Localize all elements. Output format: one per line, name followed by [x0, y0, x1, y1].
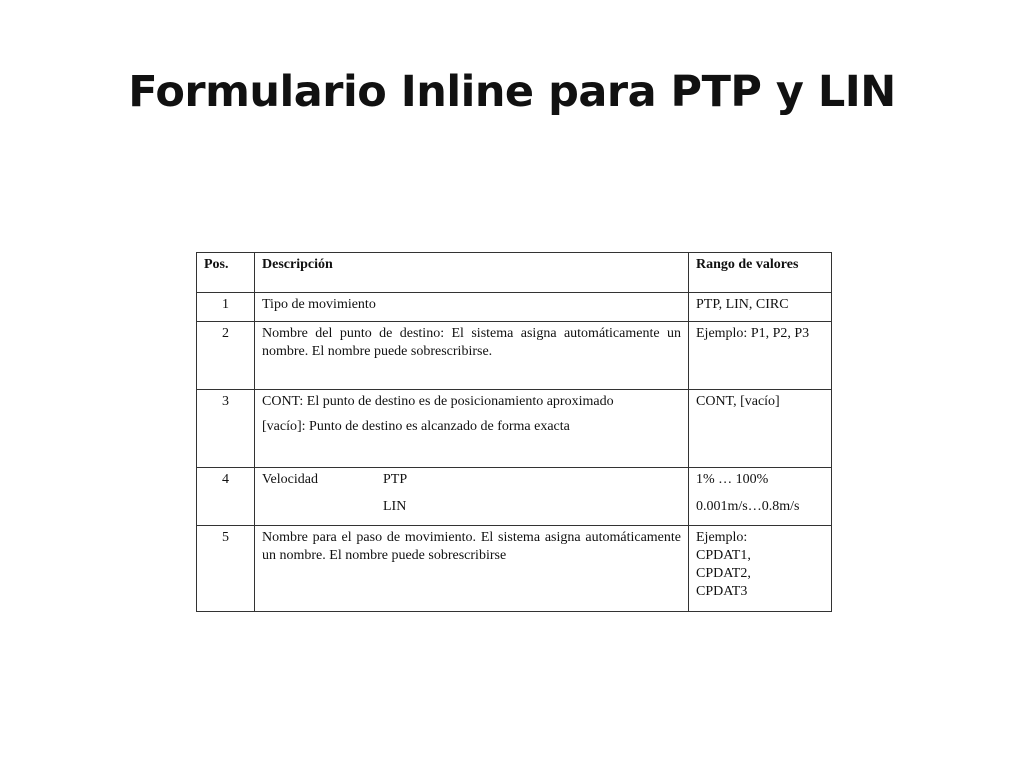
table-row: [197, 468, 832, 526]
row-description: Tipo de movimiento: [255, 293, 689, 322]
row-description: Velocidad: [262, 472, 318, 487]
row-range-cell: [689, 468, 832, 526]
table-header-row: [197, 253, 832, 293]
row-pos: 5: [197, 526, 255, 612]
speed-mode-ptp: PTP: [383, 472, 408, 487]
range-ptp: 1% … 100%: [696, 472, 769, 487]
row-pos: 4: [197, 468, 255, 526]
row-pos: 2: [197, 322, 255, 390]
row-range: Ejemplo: P1, P2, P3: [689, 322, 832, 390]
speed-label-spacer: [262, 498, 383, 516]
speed-line-ptp: [262, 471, 681, 489]
table-row: [197, 390, 832, 468]
parameter-table: [196, 252, 832, 612]
row-range: CONT, [vacío]: [689, 390, 832, 468]
range-line: CPDAT3: [696, 584, 748, 599]
header-pos: Pos.: [197, 253, 255, 293]
speed-line-lin: [262, 498, 681, 516]
table-row: [197, 293, 832, 322]
row-description: Nombre del punto de destino: El sistema asigna automáticamente un nombre. El nombre puede sobrescribirse.: [255, 322, 689, 390]
range-line: CPDAT2,: [696, 566, 751, 581]
speed-mode-lin: LIN: [383, 499, 407, 514]
range-line: CPDAT1,: [696, 548, 751, 563]
header-range: Rango de valores: [689, 253, 832, 293]
range-lin: 0.001m/s…0.8m/s: [696, 499, 800, 514]
row-pos: 1: [197, 293, 255, 322]
row-range: PTP, LIN, CIRC: [689, 293, 832, 322]
table-row: [197, 526, 832, 612]
row-description-cell: [255, 390, 689, 468]
header-description: Descripción: [255, 253, 689, 293]
table-row: [197, 322, 832, 390]
row-description: CONT: El punto de destino es de posicionamiento aproximado: [262, 394, 614, 409]
parameter-table-container: [196, 252, 831, 611]
range-line: Ejemplo:: [696, 530, 748, 545]
slide-title: Formulario Inline para PTP y LIN: [128, 67, 896, 117]
row-description-cell: [255, 468, 689, 526]
row-pos: 3: [197, 390, 255, 468]
row-description-extra: [vacío]: Punto de destino es alcanzado de forma exacta: [262, 419, 570, 434]
row-range-cell: [689, 526, 832, 612]
row-description: Nombre para el paso de movimiento. El sistema asigna automáticamente un nombre. El nombre puede sobrescribirse: [255, 526, 689, 612]
